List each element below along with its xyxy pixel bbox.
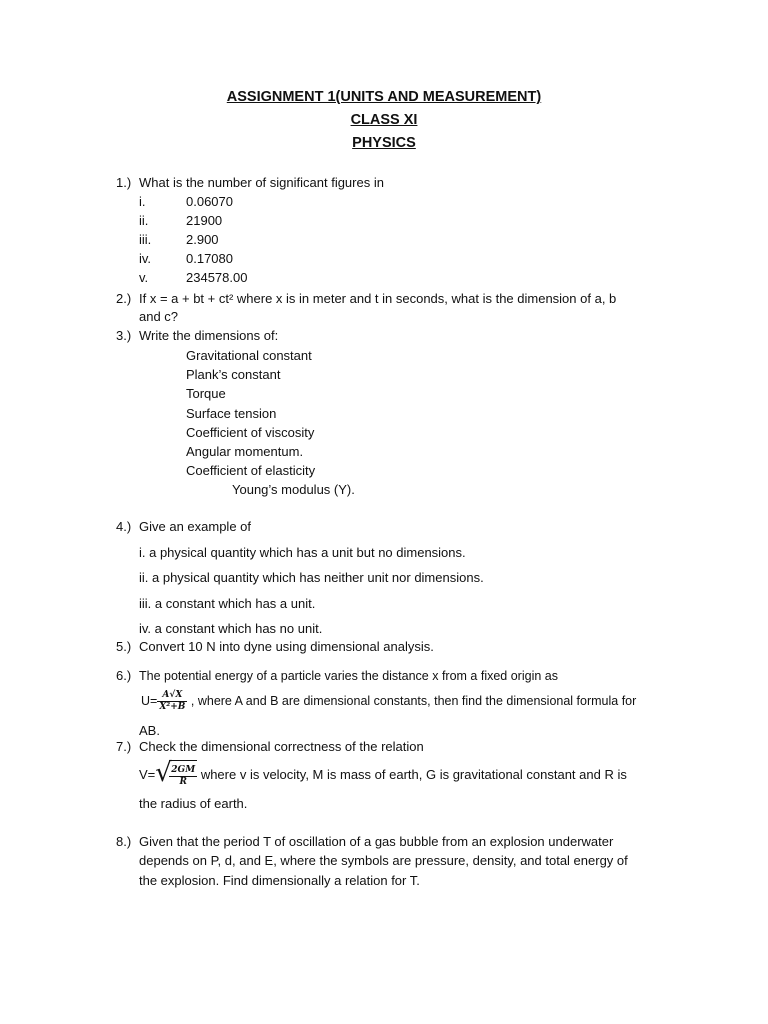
q6-line3: AB. [139, 723, 160, 738]
q3-item: Angular momentum. [186, 444, 304, 459]
q5-number: 5.) [116, 639, 132, 654]
q1-item-label: iv. [139, 251, 152, 266]
q1-item-label: ii. [139, 213, 149, 228]
q2-line2: and c? [139, 309, 179, 324]
q3-item: Torque [186, 386, 226, 401]
q6-fraction [157, 690, 187, 713]
q8-line3: the explosion. Find dimensionally a relation for T. [139, 873, 420, 888]
q6-number: 6.) [116, 668, 132, 683]
q1-item-label: v. [139, 270, 149, 285]
q2-line1: If x = a + bt + ct² where x is in meter and t in seconds, what is the dimension of a, b [139, 291, 617, 306]
q6-suffix: , where A and B are dimensional constants, then find the dimensional formula for [190, 694, 637, 708]
q6-numerator: A√X [157, 690, 187, 702]
q1-item-label: iii. [139, 232, 152, 247]
q8-line1: Given that the period T of oscillation of a gas bubble from an explosion underwater [139, 834, 614, 849]
q3-item: Gravitational constant [186, 348, 312, 363]
q3-item: Surface tension [186, 406, 277, 421]
subject-heading: PHYSICS [352, 135, 416, 151]
q7-formula-line [139, 760, 627, 791]
q1-item-value: 234578.00 [186, 270, 248, 285]
q6-prefix: U= [141, 694, 158, 708]
q5-text: Convert 10 N into dyne using dimensional analysis. [139, 639, 434, 654]
q3-item: Young’s modulus (Y). [232, 482, 355, 497]
q1-item-value: 2.900 [186, 232, 219, 247]
q1-item-value: 21900 [186, 213, 223, 228]
q8-line2: depends on P, d, and E, where the symbols are pressure, density, and total energy of [139, 853, 628, 868]
q1-number: 1.) [116, 175, 132, 190]
q7-line1: Check the dimensional correctness of the relation [139, 739, 424, 754]
q3-number: 3.) [116, 328, 132, 343]
q6-denominator: X²+B [159, 702, 186, 713]
q8-number: 8.) [116, 834, 132, 849]
q7-number: 7.) [116, 739, 132, 754]
assignment-title: ASSIGNMENT 1(UNITS AND MEASUREMENT) [226, 89, 542, 105]
q6-formula-line [141, 686, 636, 716]
sqrt-symbol: √ $\frac{2GM}{R}$ [155, 760, 197, 791]
q7-denominator: R [179, 777, 187, 788]
q3-item: Coefficient of elasticity [186, 463, 316, 478]
q1-item-label: i. [139, 194, 146, 209]
q1-item-value: 0.17080 [186, 251, 233, 266]
q4-number: 4.) [116, 519, 132, 534]
q7-numerator: 2GM [171, 765, 196, 776]
q2-number: 2.) [116, 291, 132, 306]
q1-item-value: 0.06070 [186, 194, 233, 209]
q3-item: Coefficient of viscosity [186, 425, 315, 440]
q4-item: i. a physical quantity which has a unit but no dimensions. [139, 545, 466, 560]
q1-text: What is the number of significant figures in [139, 175, 384, 190]
q4-item: ii. a physical quantity which has neither unit nor dimensions. [139, 570, 484, 585]
class-heading: CLASS XI [350, 112, 418, 128]
q3-text: Write the dimensions of: [139, 328, 279, 343]
q4-item: iii. a constant which has a unit. [139, 596, 316, 611]
q3-item: Plank’s constant [186, 367, 281, 382]
q4-text: Give an example of [139, 519, 252, 534]
q7-suffix: where v is velocity, M is mass of earth, G is gravitational constant and R is [200, 767, 627, 782]
q6-line1: The potential energy of a particle varies the distance x from a fixed origin as [139, 669, 558, 683]
q7-fraction [169, 765, 197, 788]
q7-line3: the radius of earth. [139, 796, 248, 811]
q7-prefix: V= [139, 767, 156, 782]
q4-item: iv. a constant which has no unit. [139, 621, 323, 636]
